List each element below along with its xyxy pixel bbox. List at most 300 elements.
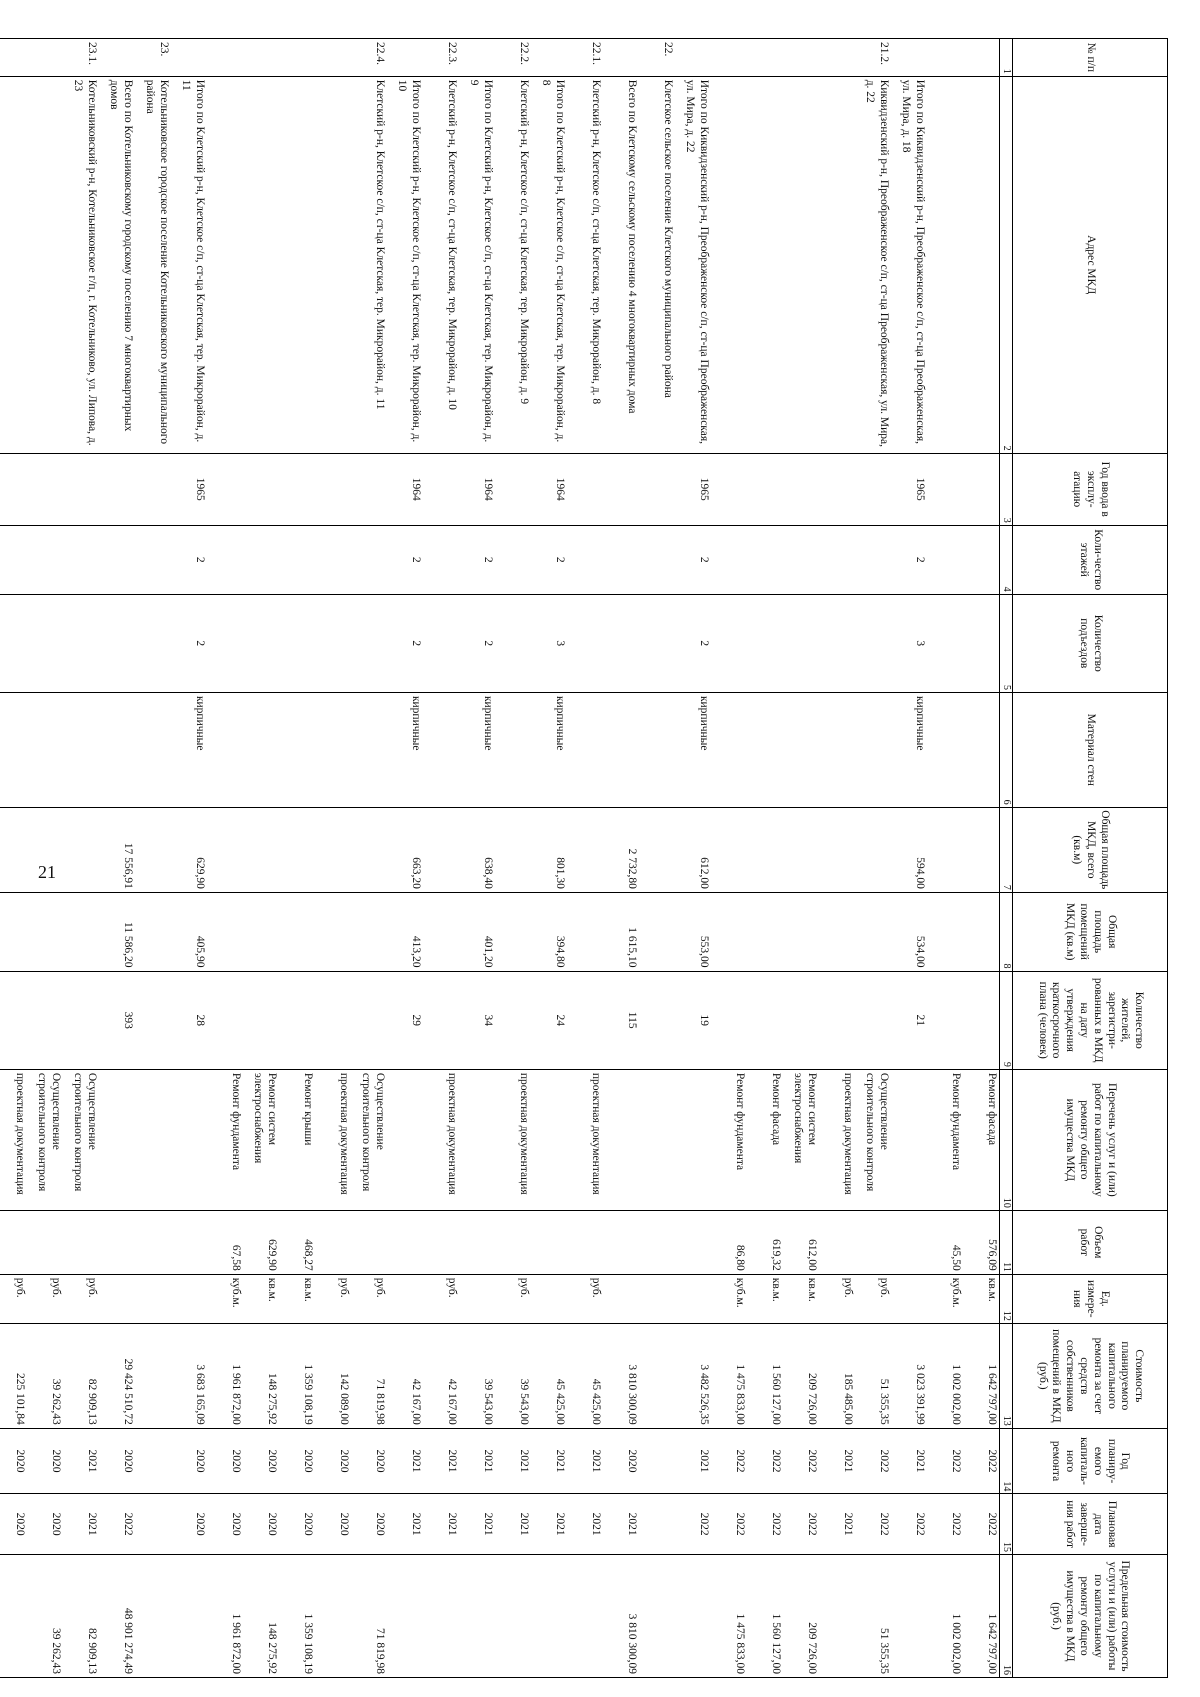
table-cell (963, 525, 1000, 594)
table-cell (99, 1210, 135, 1274)
table-cell: 663,20 (387, 807, 423, 892)
table-cell: 576,09 (963, 1210, 1000, 1274)
table-cell (459, 39, 495, 77)
table-cell: 39 543,00 (459, 1323, 495, 1428)
table-cell (135, 453, 171, 525)
table-row (675, 39, 711, 1678)
table-cell (639, 971, 675, 1069)
table-cell: 3 (891, 594, 927, 692)
table-cell (423, 1210, 459, 1274)
table-cell: 23. (135, 39, 171, 77)
table-cell: 21.2. (855, 39, 891, 77)
table-cell (279, 525, 315, 594)
table-cell: Котельниковский р-н, Котельниковское г/п, г. Котельниково, ул. Липова, д. 23 (63, 76, 99, 453)
table-cell (27, 692, 63, 807)
table-cell: 594,00 (891, 807, 927, 892)
table-cell: кв.м. (963, 1274, 1000, 1323)
table-row (927, 39, 963, 1678)
table-cell: кирпичные (531, 692, 567, 807)
table-cell: 1 961 872,00 (207, 1323, 243, 1428)
table-cell (171, 1554, 207, 1677)
table-cell (423, 594, 459, 692)
table-cell: кирпичные (459, 692, 495, 807)
table-cell (963, 892, 1000, 971)
table-cell: 1965 (171, 453, 207, 525)
table-cell (351, 807, 387, 892)
table-cell: 405,90 (171, 892, 207, 971)
table-cell (891, 1554, 927, 1677)
table-cell: 2021 (495, 1428, 531, 1494)
page-number: 21 (38, 862, 56, 882)
table-cell: 1 475 833,00 (711, 1323, 747, 1428)
table-cell (351, 1210, 387, 1274)
table-cell (27, 453, 63, 525)
table-cell (891, 39, 927, 77)
table-cell (0, 39, 27, 77)
table-cell (567, 594, 603, 692)
column-header: Перечень услуг и (или) работ по капитальному ремонту общего имущества МКД (1013, 1069, 1168, 1210)
table-cell (855, 971, 891, 1069)
table-cell (171, 1210, 207, 1274)
table-cell: 45,50 (927, 1210, 963, 1274)
table-cell: 2020 (171, 1428, 207, 1494)
table-cell: 22.1. (567, 39, 603, 77)
table-cell: 28 (171, 971, 207, 1069)
table-row (207, 39, 243, 1678)
table-cell: 2 (171, 525, 207, 594)
table-cell (603, 39, 639, 77)
table-cell: 2 (459, 594, 495, 692)
table-cell (855, 1210, 891, 1274)
table-cell: 1964 (387, 453, 423, 525)
table-cell: 2022 (99, 1494, 135, 1555)
table-row (891, 39, 927, 1678)
table-cell: руб. (315, 1274, 351, 1323)
table-cell: 82 909,13 (63, 1554, 99, 1677)
table-cell (99, 39, 135, 77)
table-cell (711, 76, 747, 453)
table-cell: 22.4. (351, 39, 387, 77)
table-cell (27, 1210, 63, 1274)
table-cell: 2020 (207, 1494, 243, 1555)
table-cell (207, 692, 243, 807)
table-cell: 82 909,13 (63, 1323, 99, 1428)
table-cell (135, 971, 171, 1069)
table-cell (0, 971, 27, 1069)
table-cell: 393 (99, 971, 135, 1069)
table-cell (0, 76, 27, 453)
column-header: Год ввода в эксплу-атацию (1013, 453, 1168, 525)
table-cell: 3 810 300,09 (603, 1323, 639, 1428)
column-header: Общая площадь МКД, всего (кв.м) (1013, 807, 1168, 892)
table-cell: 42 167,00 (387, 1323, 423, 1428)
table-cell (207, 971, 243, 1069)
table-cell: 42 167,00 (423, 1323, 459, 1428)
column-header: Коли-чество этажей (1013, 525, 1168, 594)
table-row (63, 39, 99, 1678)
table-cell: 45 425,00 (531, 1323, 567, 1428)
table-cell (135, 1069, 171, 1210)
table-cell: кирпичные (387, 692, 423, 807)
table-cell: 2020 (279, 1428, 315, 1494)
table-cell: 1 961 872,00 (207, 1554, 243, 1677)
table-cell: 51 355,35 (855, 1323, 891, 1428)
table-cell: 3 (531, 594, 567, 692)
table-cell: 185 485,00 (819, 1323, 855, 1428)
table-cell (135, 525, 171, 594)
table-cell: 2020 (243, 1494, 279, 1555)
table-cell (711, 525, 747, 594)
table-cell: 2021 (63, 1494, 99, 1555)
table-cell (855, 692, 891, 807)
table-cell: 2021 (459, 1494, 495, 1555)
table-cell (423, 807, 459, 892)
table-cell (855, 594, 891, 692)
table-cell: 67,58 (207, 1210, 243, 1274)
table-cell: 2022 (783, 1428, 819, 1494)
table-row (711, 39, 747, 1678)
table-cell: 11 586,20 (99, 892, 135, 971)
table-cell: 1 475 833,00 (711, 1554, 747, 1677)
table-cell (819, 1210, 855, 1274)
table-cell: куб.м. (207, 1274, 243, 1323)
table-cell (387, 1274, 423, 1323)
table-cell (603, 453, 639, 525)
table-cell (747, 807, 783, 892)
table-cell (63, 892, 99, 971)
table-cell: куб.м. (711, 1274, 747, 1323)
column-number: 16 (1000, 1554, 1013, 1677)
table-cell (135, 807, 171, 892)
table-cell (423, 453, 459, 525)
table-cell (639, 807, 675, 892)
table-cell: 1 560 127,00 (747, 1323, 783, 1428)
table-row (783, 39, 819, 1678)
table-cell (207, 525, 243, 594)
table-row (495, 39, 531, 1678)
table-cell (243, 525, 279, 594)
table-cell: 534,00 (891, 892, 927, 971)
table-cell: Итого по Клетский р-н, Клетское с/п, ст-ца Клетская, тер. Микрорайон, д. 8 (531, 76, 567, 453)
table-cell: руб. (63, 1274, 99, 1323)
table-cell (531, 1210, 567, 1274)
table-cell: 2 (675, 594, 711, 692)
table-cell (963, 807, 1000, 892)
table-cell (531, 39, 567, 77)
table-cell: 209 726,00 (783, 1554, 819, 1677)
table-cell (747, 525, 783, 594)
table-cell (819, 892, 855, 971)
table-cell (531, 1554, 567, 1677)
column-number: 15 (1000, 1494, 1013, 1555)
table-cell (459, 1069, 495, 1210)
table-cell: Ремонт фасада (747, 1069, 783, 1210)
table-cell: 86,80 (711, 1210, 747, 1274)
table-cell: 2021 (531, 1428, 567, 1494)
table-cell: 801,30 (531, 807, 567, 892)
table-cell: 2 732,80 (603, 807, 639, 892)
table-cell (27, 892, 63, 971)
column-number: 10 (1000, 1069, 1013, 1210)
table-cell (135, 692, 171, 807)
table-cell (387, 39, 423, 77)
table-cell: 2 (387, 594, 423, 692)
table-cell: 2021 (423, 1428, 459, 1494)
table-cell (639, 1274, 675, 1323)
table-body (0, 39, 1000, 1678)
table-cell: 23.1. (63, 39, 99, 77)
table-cell (99, 453, 135, 525)
table-cell (603, 525, 639, 594)
table-cell (675, 1069, 711, 1210)
table-cell (927, 594, 963, 692)
table-cell (279, 453, 315, 525)
table-cell (927, 807, 963, 892)
table-cell (927, 971, 963, 1069)
table-cell (351, 692, 387, 807)
table-cell (243, 76, 279, 453)
table-cell: проектная документация (0, 1069, 27, 1210)
table-cell (819, 807, 855, 892)
table-cell: 29 (387, 971, 423, 1069)
table-cell (531, 1069, 567, 1210)
table-cell (783, 594, 819, 692)
table-cell: 2020 (27, 1428, 63, 1494)
table-cell: Клетский р-н, Клетское с/п, ст-ца Клетская, тер. Микрорайон, д. 8 (567, 76, 603, 453)
table-cell: 2022 (963, 1428, 1000, 1494)
table-cell: 612,00 (675, 807, 711, 892)
table-cell: 209 726,00 (783, 1323, 819, 1428)
table-row (855, 39, 891, 1678)
table-cell (855, 807, 891, 892)
table-cell (711, 892, 747, 971)
column-number: 5 (1000, 594, 1013, 692)
table-cell: 2022 (747, 1494, 783, 1555)
table-cell: Итого по Клетский р-н, Клетское с/п, ст-ца Клетская, тер. Микрорайон, д. 9 (459, 76, 495, 453)
table-cell (99, 1274, 135, 1323)
table-cell (135, 1554, 171, 1677)
table-cell: 2022 (711, 1494, 747, 1555)
table-cell (0, 807, 27, 892)
column-header: Количество жителей, зарегистри-рованных в МКД на дату утверждения краткосрочного плана (человек) (1013, 971, 1168, 1069)
table-cell (423, 692, 459, 807)
table-cell: Итого по Клетский р-н, Клетское с/п, ст-ца Клетская, тер. Микрорайон, д. 10 (387, 76, 423, 453)
table-cell (819, 971, 855, 1069)
table-cell (99, 525, 135, 594)
table-cell: 2020 (315, 1428, 351, 1494)
table-cell: 3 810 300,09 (603, 1554, 639, 1677)
table-cell (639, 1210, 675, 1274)
table-cell: 2021 (603, 1494, 639, 1555)
table-cell: Ремонт фундамента (927, 1069, 963, 1210)
table-cell (639, 1554, 675, 1677)
table-cell (387, 1210, 423, 1274)
table-cell (27, 39, 63, 77)
table-cell: 2 (891, 525, 927, 594)
column-header: Количество подъездов (1013, 594, 1168, 692)
table-cell (243, 692, 279, 807)
table-cell: 1964 (459, 453, 495, 525)
table-cell: 2020 (27, 1494, 63, 1555)
table-cell: Клетский р-н, Клетское с/п, ст-ца Клетская, тер. Микрорайон, д. 11 (351, 76, 387, 453)
table-cell: 2 (531, 525, 567, 594)
table-cell (711, 692, 747, 807)
table-cell: 3 683 165,09 (171, 1323, 207, 1428)
column-header: Плановая дата заверше-ния работ (1013, 1494, 1168, 1555)
table-row (639, 39, 675, 1678)
table-cell: 638,40 (459, 807, 495, 892)
table-cell (783, 39, 819, 77)
table-cell (387, 1069, 423, 1210)
table-cell: 2021 (495, 1494, 531, 1555)
table-cell (243, 892, 279, 971)
table-row (315, 39, 351, 1678)
table-cell: 2020 (171, 1494, 207, 1555)
table-cell (747, 692, 783, 807)
table-cell: 2020 (603, 1428, 639, 1494)
table-cell: Котельниковское городское поселение Котельниковского муниципального района (135, 76, 171, 453)
table-cell: Осуществление строительного контроля (63, 1069, 99, 1210)
table-cell: 71 819,98 (351, 1554, 387, 1677)
table-cell: Клетское сельское поселение Клетского муниципального района (639, 76, 675, 453)
column-number: 8 (1000, 892, 1013, 971)
table-cell: Ремонт фундамента (711, 1069, 747, 1210)
table-cell: Осуществление строительного контроля (27, 1069, 63, 1210)
table-cell (783, 453, 819, 525)
table-cell: 2 (387, 525, 423, 594)
table-cell (27, 76, 63, 453)
table-row (279, 39, 315, 1678)
table-cell (171, 1274, 207, 1323)
table-cell (99, 692, 135, 807)
column-header: Общая площадь помещений МКД (кв.м) (1013, 892, 1168, 971)
table-cell (315, 692, 351, 807)
table-cell: Ремонт систем электроснабжения (243, 1069, 279, 1210)
table-cell: 2021 (387, 1428, 423, 1494)
table-cell (495, 892, 531, 971)
table-cell (243, 39, 279, 77)
table-cell: 2021 (567, 1494, 603, 1555)
table-cell (279, 594, 315, 692)
table-cell: 2021 (819, 1494, 855, 1555)
table-cell (315, 594, 351, 692)
table-row (603, 39, 639, 1678)
table-cell: кирпичные (675, 692, 711, 807)
column-number: 3 (1000, 453, 1013, 525)
table-cell (0, 594, 27, 692)
table-cell: проектная документация (315, 1069, 351, 1210)
table-cell (495, 807, 531, 892)
table-cell (0, 525, 27, 594)
table-cell: 2021 (567, 1428, 603, 1494)
table-cell: Осуществление строительного контроля (351, 1069, 387, 1210)
table-row (459, 39, 495, 1678)
table-row (963, 39, 1000, 1678)
table-cell (747, 892, 783, 971)
table-cell (567, 892, 603, 971)
table-cell: 2022 (711, 1428, 747, 1494)
table-row (243, 39, 279, 1678)
table-row (387, 39, 423, 1678)
table-cell (567, 453, 603, 525)
table-cell (495, 525, 531, 594)
table-cell (0, 1210, 27, 1274)
table-cell: Итого по Киквидзенский р-н, Преображенское с/п, ст-ца Преображенская, ул. Мира, д. 18 (891, 76, 927, 453)
table-cell (279, 892, 315, 971)
table-row (351, 39, 387, 1678)
table-cell: 2020 (315, 1494, 351, 1555)
table-cell (639, 892, 675, 971)
column-number: 4 (1000, 525, 1013, 594)
table-cell: 2021 (423, 1494, 459, 1555)
table-cell (639, 1428, 675, 1494)
table-cell (783, 807, 819, 892)
table-cell: 2022 (927, 1428, 963, 1494)
table-cell: 1 615,10 (603, 892, 639, 971)
table-cell (63, 807, 99, 892)
table-cell: 2021 (891, 1428, 927, 1494)
table-cell (135, 1210, 171, 1274)
column-number-row (1000, 39, 1013, 1678)
table-cell (495, 453, 531, 525)
table-cell: 1965 (675, 453, 711, 525)
table-cell (459, 1210, 495, 1274)
table-cell (0, 1554, 27, 1677)
table-cell: кв.м. (783, 1274, 819, 1323)
table-row (171, 39, 207, 1678)
table-cell (711, 453, 747, 525)
table-cell (747, 594, 783, 692)
table-cell (711, 807, 747, 892)
table-cell (963, 971, 1000, 1069)
table-cell (639, 692, 675, 807)
column-number: 14 (1000, 1428, 1013, 1494)
column-header: Год планиру-емого капиталь-ного ремонта (1013, 1428, 1168, 1494)
table-cell: 51 355,35 (855, 1554, 891, 1677)
table-cell: 2 (171, 594, 207, 692)
table-cell (495, 594, 531, 692)
column-number: 9 (1000, 971, 1013, 1069)
table-cell: куб.м. (927, 1274, 963, 1323)
table-cell (531, 1274, 567, 1323)
table-cell: 29 424 510,72 (99, 1323, 135, 1428)
table-cell: 45 425,00 (567, 1323, 603, 1428)
table-cell (747, 76, 783, 453)
table-cell (279, 39, 315, 77)
table-cell: 21 (891, 971, 927, 1069)
table-cell (27, 807, 63, 892)
table-cell: 34 (459, 971, 495, 1069)
table-cell (819, 525, 855, 594)
table-cell (135, 594, 171, 692)
table-cell (135, 1274, 171, 1323)
table-cell (0, 692, 27, 807)
table-cell: 39 262,43 (27, 1323, 63, 1428)
table-cell: 1 642 797,00 (963, 1323, 1000, 1428)
table-cell: Ремонт фасада (963, 1069, 1000, 1210)
table-cell: 553,00 (675, 892, 711, 971)
repair-plan-table (0, 38, 1168, 1678)
column-number: 7 (1000, 807, 1013, 892)
table-cell: 142 089,00 (315, 1323, 351, 1428)
table-cell: 24 (531, 971, 567, 1069)
header-row (1013, 39, 1168, 1678)
table-cell: 2020 (243, 1428, 279, 1494)
table-cell: 2020 (207, 1428, 243, 1494)
table-cell (783, 892, 819, 971)
column-number: 11 (1000, 1210, 1013, 1274)
table-cell (315, 525, 351, 594)
